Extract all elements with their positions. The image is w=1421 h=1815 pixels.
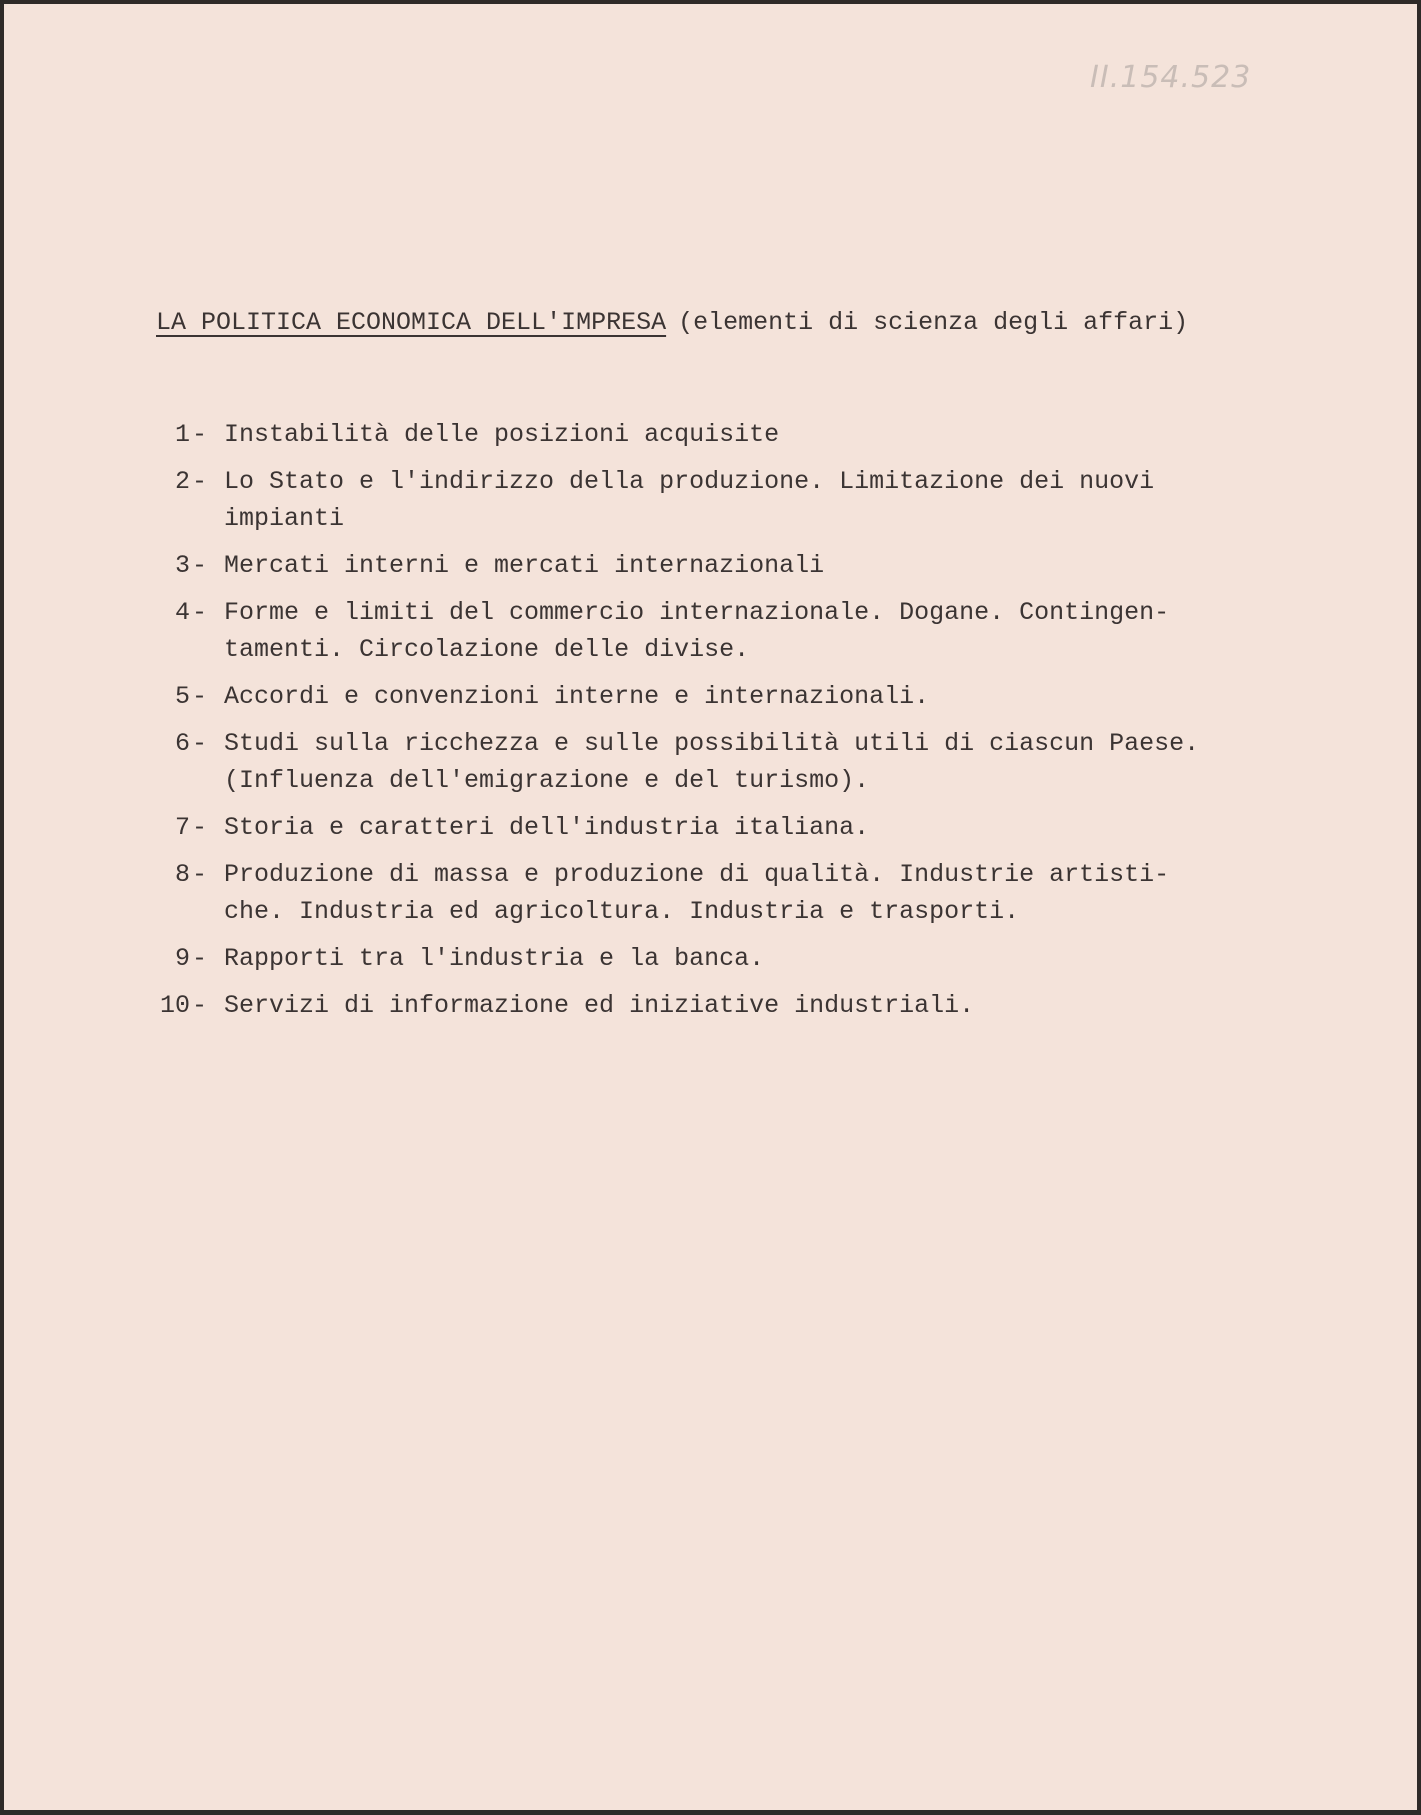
list-item (124, 987, 1344, 1024)
item-number: 5 (174, 682, 190, 711)
item-dash: - (192, 944, 208, 973)
item-text: Forme e limiti del commercio internazionale. Dogane. Contingen- tamenti. Circolazione delle divise. (224, 598, 1170, 664)
item-dash: - (192, 991, 208, 1020)
item-text: Storia e caratteri dell'industria italiana. (224, 813, 870, 842)
item-dash: - (192, 682, 208, 711)
document-title: LA POLITICA ECONOMICA DELL'IMPRESA (156, 308, 667, 337)
list-item (124, 463, 1344, 537)
item-dash: - (192, 551, 208, 580)
item-dash: - (192, 729, 208, 758)
topic-list (124, 416, 1344, 1034)
item-dash: - (192, 467, 208, 496)
list-item (124, 547, 1344, 584)
item-text: Lo Stato e l'indirizzo della produzione. Limitazione dei nuovi impianti (224, 467, 1155, 533)
document-subtitle: (elementi di scienza degli affari) (678, 308, 1189, 337)
list-item (124, 725, 1344, 799)
item-dash: - (192, 813, 208, 842)
item-dash: - (192, 420, 208, 449)
item-text: Studi sulla ricchezza e sulle possibilità utili di ciascun Paese. (Influenza dell'emigrazione e del turismo). (224, 729, 1200, 795)
item-text: Servizi di informazione ed iniziative industriali. (224, 991, 975, 1020)
item-number: 2 (174, 467, 190, 496)
item-number: 9 (174, 944, 190, 973)
item-text: Produzione di massa e produzione di qualità. Industrie artisti- che. Industria ed agricoltura. Industria e trasporti. (224, 860, 1170, 926)
document-page (4, 4, 1417, 1810)
item-number: 3 (174, 551, 190, 580)
item-number: 8 (174, 860, 190, 889)
item-text: Accordi e convenzioni interne e internazionali. (224, 682, 930, 711)
item-number: 4 (174, 598, 190, 627)
item-number: 1 (174, 420, 190, 449)
document-heading (156, 308, 1188, 337)
list-item (124, 809, 1344, 846)
list-item (124, 594, 1344, 668)
item-text: Mercati interni e mercati internazionali (224, 551, 825, 580)
list-item (124, 856, 1344, 930)
item-dash: - (192, 860, 208, 889)
item-dash: - (192, 598, 208, 627)
list-item (124, 416, 1344, 453)
item-number: 7 (174, 813, 190, 842)
item-text: Instabilità delle posizioni acquisite (224, 420, 780, 449)
archive-shelfmark: II.154.523 (1090, 60, 1252, 95)
item-number: 10 (159, 991, 190, 1020)
list-item (124, 940, 1344, 977)
item-text: Rapporti tra l'industria e la banca. (224, 944, 765, 973)
item-number: 6 (174, 729, 190, 758)
list-item (124, 678, 1344, 715)
